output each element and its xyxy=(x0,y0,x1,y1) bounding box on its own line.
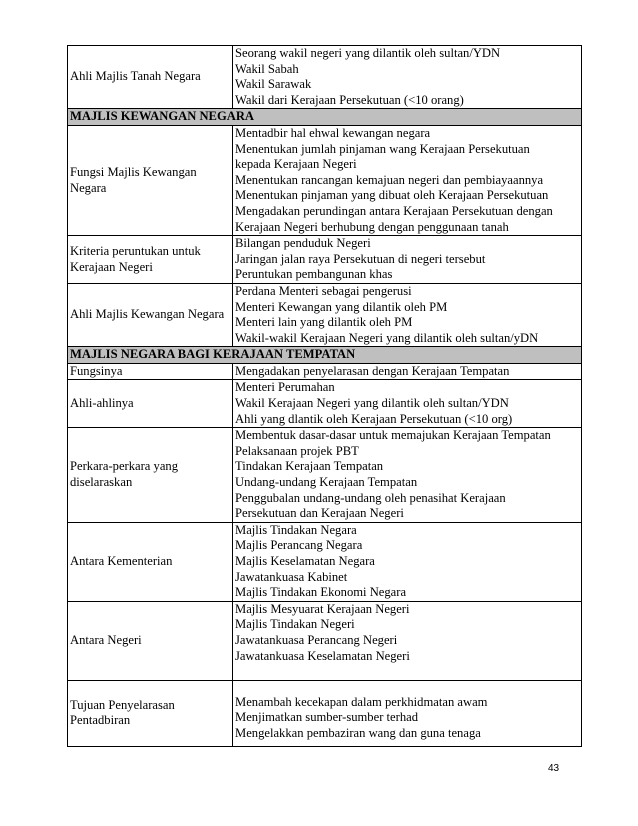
content-line: Seorang wakil negeri yang dilantik oleh sultan/YDN xyxy=(235,46,501,60)
row-label: Perkara-perkara yang diselaraskan xyxy=(68,428,233,523)
content-line: Menentukan pinjaman yang dibuat oleh Kerajaan Persekutuan xyxy=(235,188,549,203)
content-line: Menambah kecekapan dalam perkhidmatan awam xyxy=(235,694,488,709)
table-row xyxy=(68,283,582,346)
row-label: Ahli Majlis Tanah Negara xyxy=(68,46,233,109)
row-label: Antara Kementerian xyxy=(68,522,233,601)
row-label: Ahli Majlis Kewangan Negara xyxy=(68,283,233,346)
content-line: Wakil Sabah xyxy=(235,61,299,76)
table-body xyxy=(68,46,582,747)
content-line: Ahli yang dlantik oleh Kerajaan Persekutuan (<10 org) xyxy=(235,411,513,426)
section-header-row xyxy=(68,109,582,126)
table-row xyxy=(68,428,582,523)
row-label: Fungsinya xyxy=(68,363,233,380)
section-header: MAJLIS KEWANGAN NEGARA xyxy=(68,109,582,126)
table-row xyxy=(68,601,582,680)
content-line: Tindakan Kerajaan Tempatan xyxy=(235,459,384,474)
content-line: Mengelakkan pembaziran wang dan guna tenaga xyxy=(235,725,481,740)
row-content xyxy=(233,283,582,346)
content-line xyxy=(235,664,579,680)
content-line: Majlis Tindakan Negeri xyxy=(235,617,355,632)
content-line: Pelaksanaan projek PBT xyxy=(235,443,359,458)
content-line: Menjimatkan sumber-sumber terhad xyxy=(235,710,419,725)
content-line: Majlis Perancang Negara xyxy=(235,538,363,553)
content-line: Mengadakan perundingan antara Kerajaan Persekutuan dengan xyxy=(235,203,553,218)
content-line: Menteri lain yang dilantik oleh PM xyxy=(235,315,413,330)
content-line: kepada Kerajaan Negeri xyxy=(235,157,357,172)
content-line: Wakil Sarawak xyxy=(235,77,312,92)
content-line: Undang-undang Kerajaan Tempatan xyxy=(235,475,418,490)
content-line: Kerajaan Negeri berhubung dengan penggunaan tanah xyxy=(235,219,509,234)
table-row xyxy=(68,46,582,109)
table-row xyxy=(68,363,582,380)
row-label: Fungsi Majlis Kewangan Negara xyxy=(68,125,233,235)
content-line: Perdana Menteri sebagai pengerusi xyxy=(235,283,412,298)
content-line: Peruntukan pembangunan khas xyxy=(235,267,393,282)
content-line: Wakil Kerajaan Negeri yang dilantik oleh sultan/YDN xyxy=(235,396,509,411)
row-label: Kriteria peruntukan untuk Kerajaan Negeri xyxy=(68,236,233,284)
row-content xyxy=(233,680,582,746)
row-label: Ahli-ahlinya xyxy=(68,380,233,428)
content-line: Membentuk dasar-dasar untuk memajukan Kerajaan Tempatan xyxy=(235,428,551,443)
section-header: MAJLIS NEGARA BAGI KERAJAAN TEMPATAN xyxy=(68,347,582,364)
content-line: Wakil-wakil Kerajaan Negeri yang dilantik oleh sultan/yDN xyxy=(235,330,539,345)
content-line: Mengadakan penyelarasan dengan Kerajaan Tempatan xyxy=(235,363,510,378)
section-header-row xyxy=(68,347,582,364)
table-row xyxy=(68,522,582,601)
content-line: Majlis Keselamatan Negara xyxy=(235,554,375,568)
content-line: Majlis Mesyuarat Kerajaan Negeri xyxy=(235,601,410,616)
table-row xyxy=(68,125,582,235)
table-row xyxy=(68,680,582,746)
row-content xyxy=(233,380,582,428)
content-line: Jawatankuasa Kabinet xyxy=(235,569,348,584)
content-line: Majlis Tindakan Negara xyxy=(235,522,357,537)
content-line: Persekutuan dan Kerajaan Negeri xyxy=(235,506,404,521)
row-content xyxy=(233,522,582,601)
content-line: Mentadbir hal ehwal kewangan negara xyxy=(235,125,431,140)
row-label: Tujuan Penyelarasan Pentadbiran xyxy=(68,680,233,746)
content-line: Menentukan rancangan kemajuan negeri dan pembiayaannya xyxy=(235,172,544,187)
summary-table xyxy=(67,45,582,747)
content-line: Majlis Tindakan Ekonomi Negara xyxy=(235,585,407,600)
row-content xyxy=(233,363,582,380)
row-content xyxy=(233,428,582,523)
content-line: Menteri Kewangan yang dilantik oleh PM xyxy=(235,299,448,314)
row-content xyxy=(233,236,582,284)
row-content xyxy=(233,125,582,235)
content-line: Menteri Perumahan xyxy=(235,380,335,395)
content-line: Menentukan jumlah pinjaman wang Kerajaan Persekutuan xyxy=(235,141,530,156)
row-content xyxy=(233,46,582,109)
content-line: Jawatankuasa Keselamatan Negeri xyxy=(235,648,410,663)
content-line: Wakil dari Kerajaan Persekutuan (<10 orang) xyxy=(235,92,464,107)
content-line: Jawatankuasa Perancang Negeri xyxy=(235,632,398,647)
table-row xyxy=(68,380,582,428)
content-line: Penggubalan undang-undang oleh penasihat Kerajaan xyxy=(235,490,506,505)
row-label: Antara Negeri xyxy=(68,601,233,680)
table-row xyxy=(68,236,582,284)
row-content xyxy=(233,601,582,680)
content-line: Bilangan penduduk Negeri xyxy=(235,236,371,251)
content-line: Jaringan jalan raya Persekutuan di negeri tersebut xyxy=(235,251,486,266)
page-number: 43 xyxy=(548,763,560,774)
